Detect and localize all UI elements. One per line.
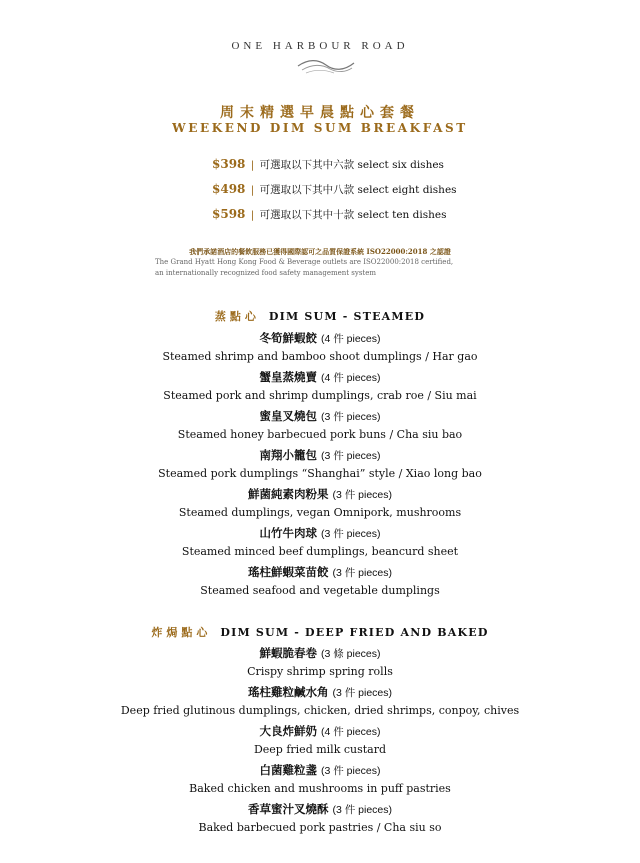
certification-text-en: The Grand Hyatt Hong Kong Food & Beverage outlets are ISO22000:2018 certified, [155, 258, 454, 266]
dish-name-en: Steamed pork dumplings “Shanghai” style / Xiao long bao [158, 467, 482, 480]
price-description-cn: 可選取以下其中六款 [259, 159, 355, 171]
section-title-cn: 炸焗點心 [151, 626, 212, 639]
dish-name-en: Baked chicken and mushrooms in puff pastries [189, 782, 451, 795]
dish-name-en: Crispy shrimp spring rolls [247, 665, 393, 678]
dish-piece-count: (3 條 pieces) [320, 648, 381, 660]
dish-item [0, 447, 640, 486]
dish-piece-count: (4 件 pieces) [320, 726, 381, 738]
price-option [212, 182, 472, 207]
dish-item [0, 369, 640, 408]
certification-note [150, 246, 490, 279]
dish-name-cn: 冬筍鮮蝦餃 [259, 331, 317, 345]
price-amount: $598 [212, 207, 246, 221]
dish-item [0, 564, 640, 603]
dish-name-cn: 鮮菌純素肉粉果 [247, 487, 329, 501]
menu-title-english: WEEKEND DIM SUM BREAKFAST [172, 121, 468, 135]
dish-item [0, 762, 640, 801]
price-option [212, 157, 472, 182]
dish-name-cn: 蜜皇叉燒包 [259, 409, 317, 423]
dish-name-cn: 山竹牛肉球 [259, 526, 317, 540]
dish-item [0, 330, 640, 369]
dish-piece-count: (4 件 pieces) [320, 372, 381, 384]
dish-item [0, 408, 640, 447]
dish-name-cn: 大良炸鮮奶 [259, 724, 317, 738]
price-description-en: select six dishes [357, 159, 444, 171]
brand-name: ONE HARBOUR ROAD [231, 40, 409, 52]
wave-logo-icon [296, 57, 356, 75]
dish-name-en: Steamed shrimp and bamboo shoot dumplings / Har gao [162, 350, 478, 363]
dish-name-en: Steamed minced beef dumplings, beancurd sheet [181, 545, 459, 558]
dish-list-steamed [0, 330, 640, 603]
dish-item [0, 645, 640, 684]
dish-item [0, 525, 640, 564]
dish-item [0, 486, 640, 525]
dish-name-cn: 瑤柱雞粒鹹水角 [247, 685, 329, 699]
dish-name-en: Steamed pork and shrimp dumplings, crab roe / Siu mai [163, 389, 477, 402]
dish-piece-count: (3 件 pieces) [332, 567, 393, 579]
dish-piece-count: (3 件 pieces) [320, 411, 381, 423]
dish-piece-count: (3 件 pieces) [332, 687, 393, 699]
price-separator: | [250, 159, 255, 171]
price-description-cn: 可選取以下其中八款 [259, 184, 355, 196]
dish-name-cn: 香草蜜汁叉燒酥 [247, 802, 329, 816]
dish-name-cn: 南翔小籠包 [259, 448, 317, 462]
dish-name-en: Steamed seafood and vegetable dumplings [200, 584, 440, 597]
dish-name-en: Steamed honey barbecued pork buns / Cha siu bao [177, 428, 463, 441]
dish-name-en: Baked barbecued pork pastries / Cha siu so [198, 821, 442, 834]
dish-item [0, 684, 640, 723]
section-title-en: DIM SUM - DEEP FRIED AND BAKED [220, 626, 489, 639]
price-amount: $498 [212, 182, 246, 196]
section-title-en: DIM SUM - STEAMED [268, 310, 426, 323]
dish-piece-count: (3 件 pieces) [332, 804, 393, 816]
certification-text-en: an internationally recognized food safety management system [155, 269, 377, 277]
price-list [212, 157, 472, 232]
dish-name-cn: 鮮蝦脆春卷 [259, 646, 317, 660]
dish-name-cn: 蟹皇蒸燒賣 [259, 370, 317, 384]
dish-name-cn: 瑤柱鮮蝦菜苗餃 [247, 565, 329, 579]
price-option [212, 207, 472, 232]
dish-name-cn: 白菌雞粒盞 [259, 763, 317, 777]
section-title-deep-fried [0, 624, 640, 640]
dish-piece-count: (3 件 pieces) [320, 528, 381, 540]
dish-item [0, 723, 640, 762]
dish-name-en: Deep fried glutinous dumplings, chicken, dried shrimps, conpoy, chives [120, 704, 520, 717]
price-separator: | [250, 184, 255, 196]
price-amount: $398 [212, 157, 246, 171]
price-description-cn: 可選取以下其中十款 [259, 209, 355, 221]
price-separator: | [250, 209, 255, 221]
dish-piece-count: (3 件 pieces) [320, 450, 381, 462]
dish-piece-count: (3 件 pieces) [320, 765, 381, 777]
dish-name-en: Steamed dumplings, vegan Omnipork, mushrooms [178, 506, 462, 519]
dish-list-deep-fried [0, 645, 640, 840]
dish-item [0, 801, 640, 840]
section-title-steamed [0, 308, 640, 324]
dish-piece-count: (4 件 pieces) [320, 333, 381, 345]
certification-text-cn: 我們承諾酒店的餐飲服務已獲得國際認可之品質保證系統 ISO22000:2018 之認證 [189, 247, 451, 256]
price-description-en: select eight dishes [357, 184, 457, 196]
menu-title-chinese: 周末精選早晨點心套餐 [220, 105, 420, 121]
dish-name-en: Deep fried milk custard [253, 743, 387, 756]
section-title-cn: 蒸點心 [214, 310, 260, 323]
price-description-en: select ten dishes [357, 209, 447, 221]
dish-piece-count: (3 件 pieces) [332, 489, 393, 501]
